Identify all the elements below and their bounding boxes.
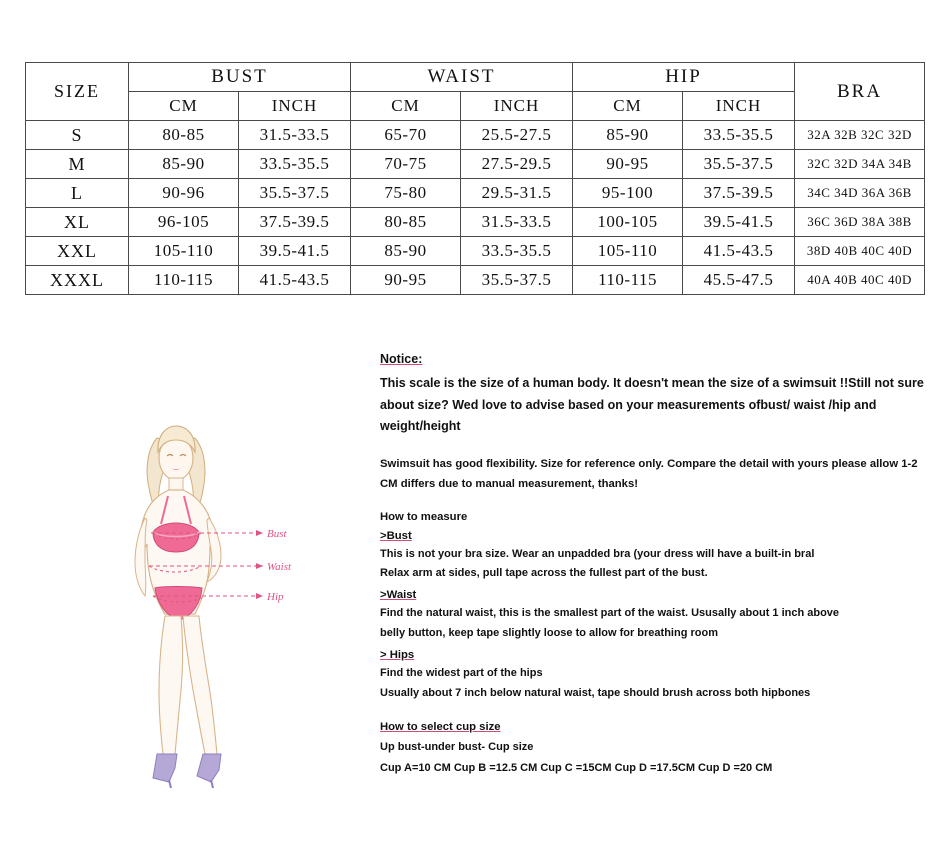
cell-hip-inch: 39.5-41.5 [683, 208, 795, 237]
cell-bust-inch: 31.5-33.5 [239, 121, 351, 150]
table-row [26, 150, 925, 179]
cell-size: XXL [26, 237, 129, 266]
cell-bust-inch: 41.5-43.5 [239, 266, 351, 295]
flexibility-note: Swimsuit has good flexibility. Size for reference only. Compare the detail with yours please allow 1-2 CM differs due to manual measurement, thanks! [380, 457, 918, 491]
header-hip: HIP [573, 63, 795, 92]
header-bra: BRA [795, 63, 925, 121]
cell-waist-inch: 33.5-35.5 [461, 237, 573, 266]
table-header-row-groups [26, 63, 925, 92]
label-hip: Hip [267, 591, 284, 603]
cell-hip-cm: 85-90 [573, 121, 683, 150]
cell-size: XL [26, 208, 129, 237]
cell-bust-cm: 105-110 [129, 237, 239, 266]
header-hip-cm: CM [573, 92, 683, 121]
how-to-measure-heading: How to measure [380, 510, 468, 523]
header-hip-inch: INCH [683, 92, 795, 121]
cell-bra: 32A 32B 32C 32D [795, 121, 925, 150]
cell-size: XXXL [26, 266, 129, 295]
cell-waist-inch: 31.5-33.5 [461, 208, 573, 237]
cell-waist-cm: 75-80 [351, 179, 461, 208]
cell-waist-cm: 65-70 [351, 121, 461, 150]
cell-bust-cm: 90-96 [129, 179, 239, 208]
cell-size: S [26, 121, 129, 150]
hips-text-line-2: Usually about 7 inch below natural waist, tape should brush across both hipbones [380, 686, 811, 699]
table-row [26, 208, 925, 237]
header-bust: BUST [129, 63, 351, 92]
cell-bra: 34C 34D 36A 36B [795, 179, 925, 208]
cell-hip-cm: 105-110 [573, 237, 683, 266]
cell-bust-cm: 80-85 [129, 121, 239, 150]
waist-text-line-2: belly button, keep tape slightly loose to allow for breathing room [380, 626, 718, 639]
cell-bra: 32C 32D 34A 34B [795, 150, 925, 179]
hips-text-line-1: Find the widest part of the hips [380, 666, 543, 679]
bust-text-line-2: Relax arm at sides, pull tape across the fullest part of the bust. [380, 567, 708, 580]
table-row [26, 266, 925, 295]
cell-bra: 36C 36D 38A 38B [795, 208, 925, 237]
cell-waist-inch: 29.5-31.5 [461, 179, 573, 208]
cup-size-line-2: Cup A=10 CM Cup B =12.5 CM Cup C =15CM Cup D =17.5CM Cup D =20 CM [380, 761, 773, 774]
cup-size-heading: How to select cup size [380, 721, 501, 734]
cell-hip-cm: 95-100 [573, 179, 683, 208]
cell-bust-cm: 85-90 [129, 150, 239, 179]
label-bust: Bust [267, 528, 287, 540]
waist-heading: >Waist [380, 589, 417, 602]
cell-hip-cm: 90-95 [573, 150, 683, 179]
cell-bust-cm: 96-105 [129, 208, 239, 237]
size-chart-table-container [25, 62, 925, 295]
bust-heading: >Bust [380, 529, 412, 542]
header-size: SIZE [26, 63, 129, 121]
cell-hip-inch: 41.5-43.5 [683, 237, 795, 266]
hips-heading: > Hips [380, 648, 415, 661]
notes-panel [380, 352, 925, 778]
cell-waist-inch: 35.5-37.5 [461, 266, 573, 295]
cell-waist-inch: 27.5-29.5 [461, 150, 573, 179]
cell-hip-cm: 100-105 [573, 208, 683, 237]
cell-bust-inch: 35.5-37.5 [239, 179, 351, 208]
cell-hip-inch: 45.5-47.5 [683, 266, 795, 295]
header-bust-inch: INCH [239, 92, 351, 121]
cell-waist-cm: 85-90 [351, 237, 461, 266]
cell-hip-cm: 110-115 [573, 266, 683, 295]
table-row [26, 121, 925, 150]
cell-hip-inch: 33.5-35.5 [683, 121, 795, 150]
notice-title: Notice: [380, 352, 423, 366]
cell-bust-inch: 39.5-41.5 [239, 237, 351, 266]
cell-bust-inch: 33.5-35.5 [239, 150, 351, 179]
cell-size: M [26, 150, 129, 179]
measurement-figure [95, 410, 375, 810]
cell-hip-inch: 35.5-37.5 [683, 150, 795, 179]
cell-waist-inch: 25.5-27.5 [461, 121, 573, 150]
cell-bra: 38D 40B 40C 40D [795, 237, 925, 266]
cell-size: L [26, 179, 129, 208]
table-row [26, 237, 925, 266]
cell-waist-cm: 90-95 [351, 266, 461, 295]
table-row [26, 179, 925, 208]
woman-body-illustration-icon [95, 410, 375, 810]
header-waist-cm: CM [351, 92, 461, 121]
bust-text-line-1: This is not your bra size. Wear an unpadded bra (your dress will have a built-in bral [380, 547, 815, 560]
waist-text-line-1: Find the natural waist, this is the smallest part of the waist. Ususally about 1 inch above [380, 607, 840, 620]
cell-waist-cm: 70-75 [351, 150, 461, 179]
cell-bust-cm: 110-115 [129, 266, 239, 295]
size-chart-table [25, 62, 925, 295]
table-header-row-units [26, 92, 925, 121]
header-waist: WAIST [351, 63, 573, 92]
notice-body: This scale is the size of a human body. It doesn't mean the size of a swimsuit !!Still not sure about size? Wed love to advise based on your measurements ofbust/ waist /hip and weight/height [380, 376, 924, 433]
cell-bust-inch: 37.5-39.5 [239, 208, 351, 237]
header-waist-inch: INCH [461, 92, 573, 121]
label-waist: Waist [267, 561, 292, 573]
header-bust-cm: CM [129, 92, 239, 121]
cup-size-line-1: Up bust-under bust- Cup size [380, 741, 534, 754]
cell-hip-inch: 37.5-39.5 [683, 179, 795, 208]
cell-waist-cm: 80-85 [351, 208, 461, 237]
cell-bra: 40A 40B 40C 40D [795, 266, 925, 295]
